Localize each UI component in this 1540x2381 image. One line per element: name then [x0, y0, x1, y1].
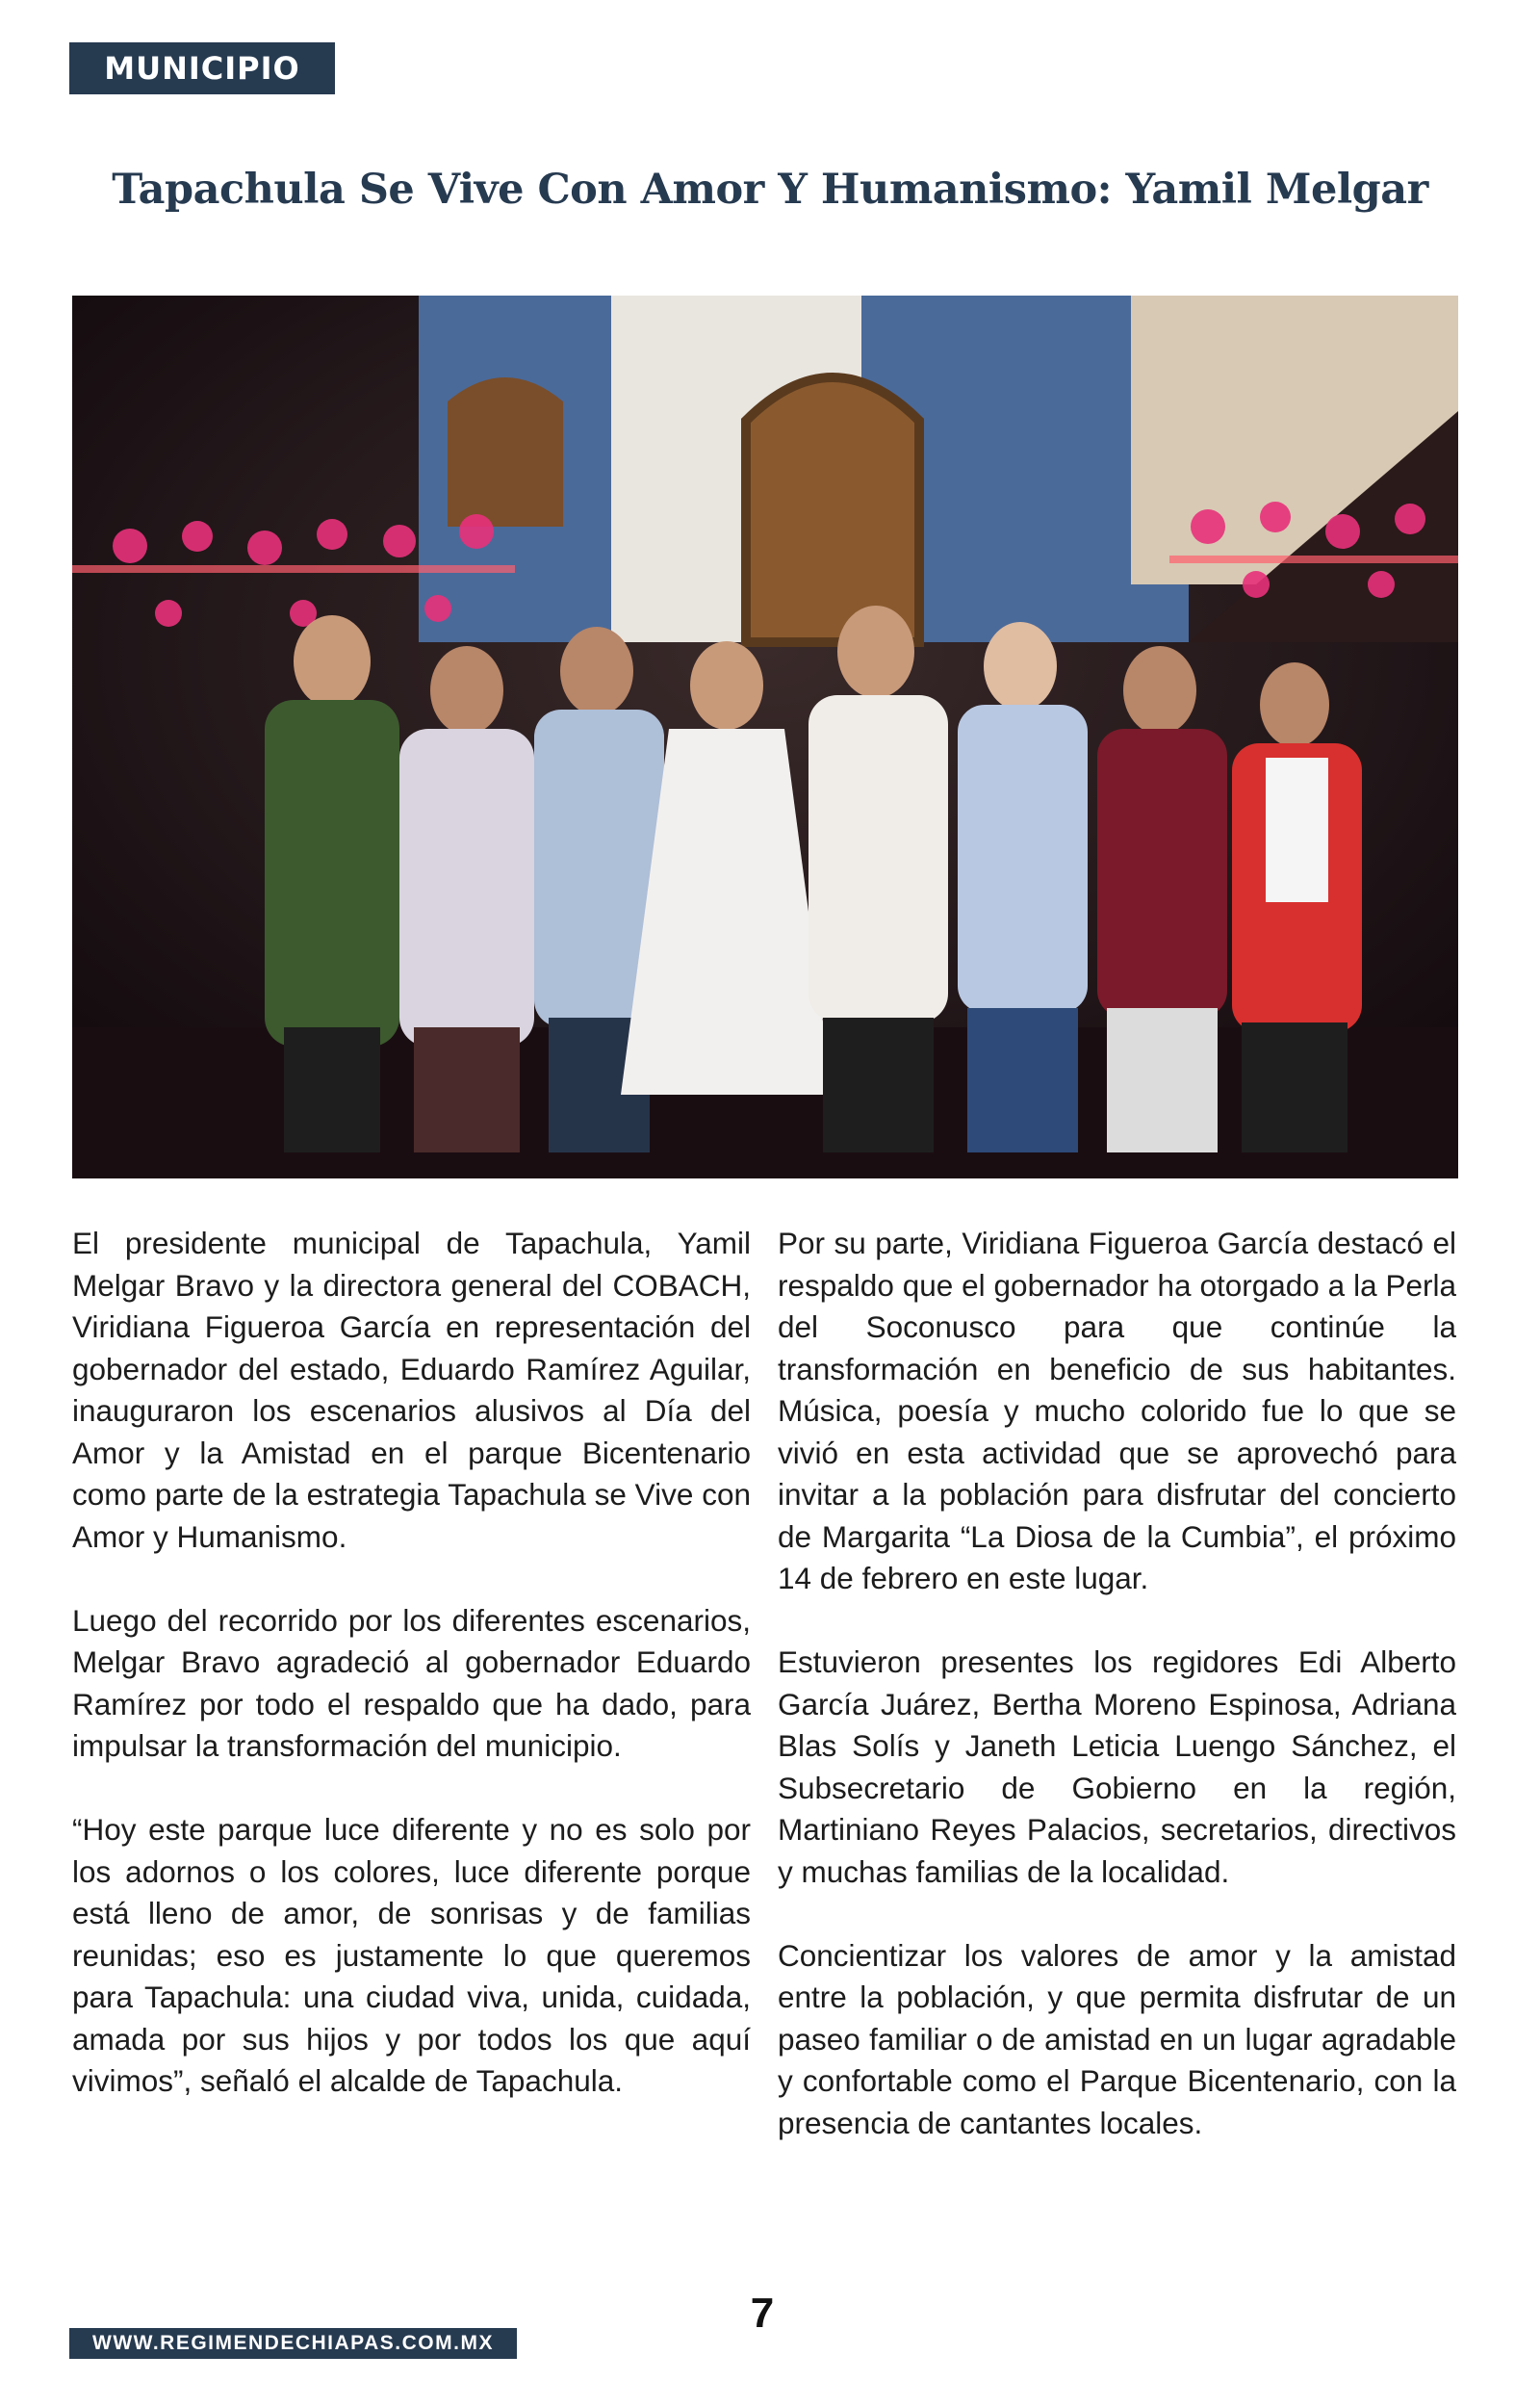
article-right-column — [778, 1223, 1456, 2187]
group-photo-illustration — [72, 296, 1458, 1178]
headline: Tapachula Se Vive Con Amor Y Humanismo: Yamil Melgar — [112, 166, 1428, 214]
paragraph: El presidente municipal de Tapachula, Yamil Melgar Bravo y la directora general del COBACH, Viridiana Figueroa García en representación del gobernador del estado, Eduardo Ramírez Aguilar, inauguraron los escenarios alusivos al Día del Amor y la Amistad en el parque Bicentenario como parte de la estrategia Tapachula se Vive con Amor y Humanismo. — [72, 1226, 751, 1554]
article-left-column — [72, 1223, 751, 2144]
page-number: 7 — [750, 2290, 775, 2337]
paragraph: Por su parte, Viridiana Figueroa García destacó el respaldo que el gobernador ha otorgado a la Perla del Soconusco para que continúe la transformación en beneficio de sus habitantes. Música, poesía y mucho colorido fue lo que se vivió en esta actividad que se aprovechó para invitar a la población para disfrutar del concierto de Margarita “La Diosa de la Cumbia”, el próximo 14 de febrero en este lugar. — [778, 1226, 1456, 1595]
website-footer[interactable]: WWW.REGIMENDECHIAPAS.COM.MX — [69, 2328, 517, 2359]
paragraph: “Hoy este parque luce diferente y no es solo por los adornos o los colores, luce diferente porque está lleno de amor, de sonrisas y de familias reunidas; eso es justamente lo que queremos para Tapachula: una ciudad viva, unida, cuidada, amada por sus hijos y por todos los que aquí vivimos”, señaló el alcalde de Tapachula. — [72, 1812, 751, 2098]
paragraph: Estuvieron presentes los regidores Edi Alberto García Juárez, Bertha Moreno Espinosa, Adriana Blas Solís y Janeth Leticia Luengo Sánchez, el Subsecretario de Gobierno en la región, Martiniano Reyes Palacios, secretarios, directivos y muchas familias de la localidad. — [778, 1644, 1456, 1889]
section-tag: MUNICIPIO — [69, 42, 335, 94]
group-photo — [72, 296, 1458, 1178]
paragraph: Luego del recorrido por los diferentes escenarios, Melgar Bravo agradeció al gobernador Eduardo Ramírez por todo el respaldo que ha dado, para impulsar la transformación del municipio. — [72, 1602, 751, 1763]
paragraph: Concientizar los valores de amor y la amistad entre la población, y que permita disfrutar de un paseo familiar o de amistad en un lugar agradable y confortable como el Parque Bicentenario, con la presencia de cantantes locales. — [778, 1937, 1456, 2140]
